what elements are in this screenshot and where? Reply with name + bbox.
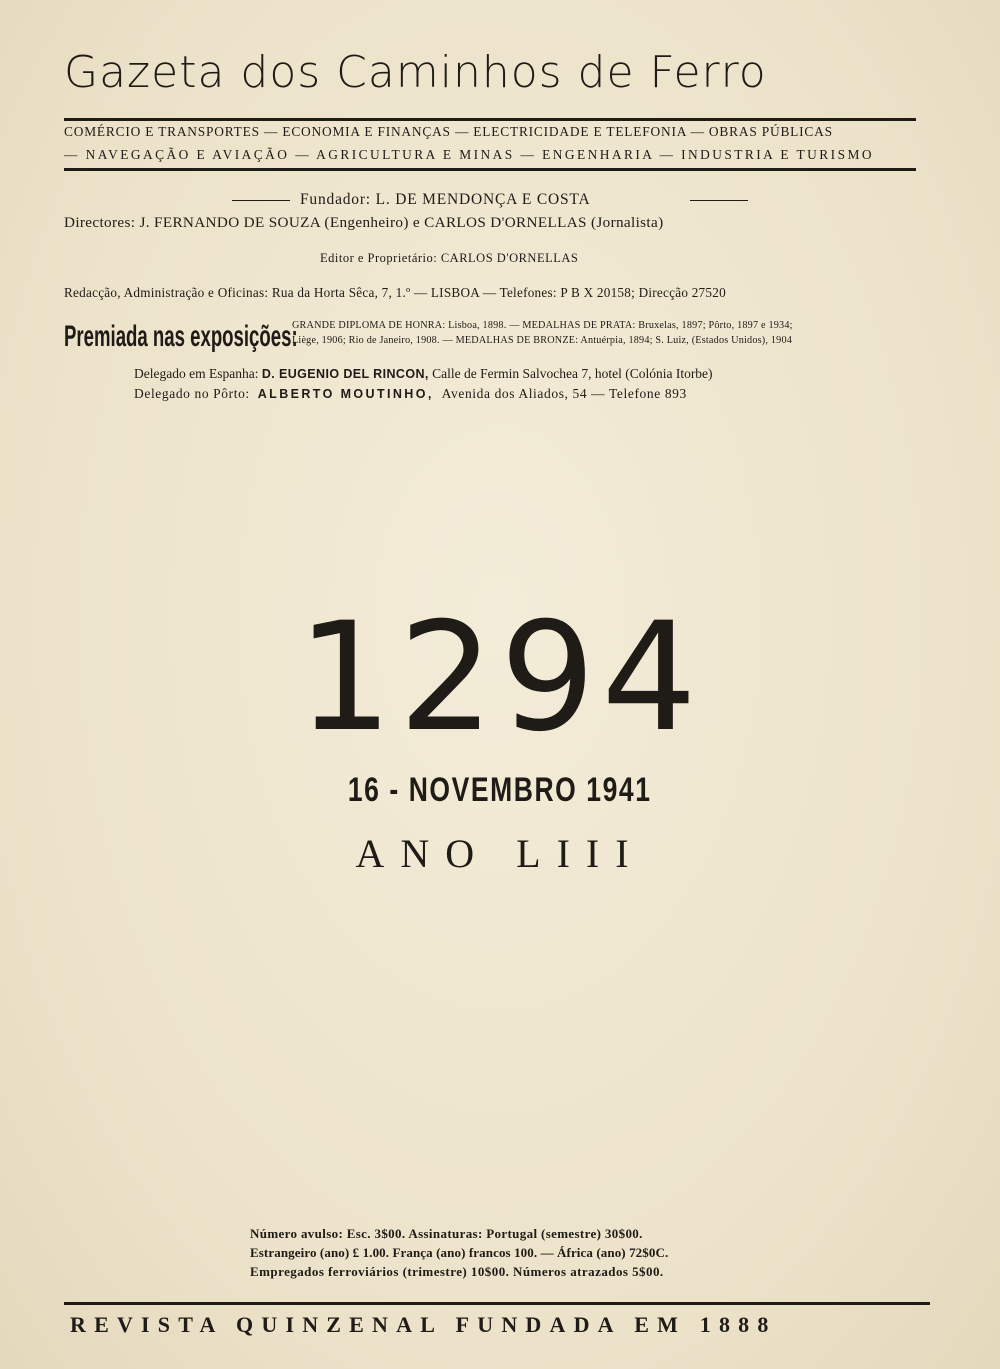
- delegate-spain: [134, 366, 713, 382]
- directors-line: Directores: J. FERNANDO DE SOUZA (Engenheiro) e CARLOS D'ORNELLAS (Jornalista): [64, 214, 664, 231]
- awards-line-1: GRANDE DIPLOMA DE HONRA: Lisboa, 1898. — MEDALHAS DE PRATA: Bruxelas, 1897; Pôrto, 1897 e 1934;: [292, 320, 793, 331]
- founder-line: Fundador: L. DE MENDONÇA E COSTA: [300, 191, 591, 208]
- awards-heading: Premiada nas exposições:: [64, 320, 298, 353]
- delegate-spain-name: D. EUGENIO DEL RINCON,: [261, 367, 429, 381]
- issue-date-wrap: [0, 770, 1000, 810]
- awards-line-2: Liège, 1906; Rio de Janeiro, 1908. — MEDALHAS DE BRONZE: Antuérpia, 1894; S. Luiz, (Estados Unidos), 1904: [292, 335, 793, 346]
- founder-rule-left: [232, 200, 290, 201]
- price-line-3: Empregados ferroviários (trimestre) 10$00. Números atrazados 5$00.: [250, 1264, 664, 1279]
- masthead-title: Gazeta dos Caminhos de Ferro: [64, 47, 767, 98]
- delegate-porto-label: Delegado no Pôrto:: [134, 386, 250, 401]
- editor-line: Editor e Proprietário: CARLOS D'ORNELLAS: [320, 251, 579, 265]
- price-line-1: Número avulso: Esc. 3$00. Assinaturas: Portugal (semestre) 30$00.: [250, 1226, 643, 1241]
- masthead-rule-bottom: [64, 168, 916, 171]
- delegate-porto: [134, 386, 687, 402]
- masthead-rule-top: [64, 118, 916, 121]
- issue-year: ANO LIII: [355, 831, 645, 876]
- footer-text: REVISTA QUINZENAL FUNDADA EM 1888: [70, 1312, 777, 1337]
- footer-rule: [64, 1302, 930, 1305]
- delegate-porto-name: ALBERTO MOUTINHO,: [257, 387, 434, 401]
- delegate-spain-label: Delegado em Espanha:: [134, 366, 259, 381]
- issue-date: 16 - NOVEMBRO 1941: [348, 771, 652, 809]
- price-line-2: Estrangeiro (ano) £ 1.00. França (ano) francos 100. — África (ano) 72$0C.: [250, 1245, 669, 1260]
- founder-rule-right: [690, 200, 748, 201]
- delegate-spain-address: Calle de Fermin Salvochea 7, hotel (Colónia Itorbe): [432, 366, 713, 381]
- delegate-porto-address: Avenida dos Aliados, 54 — Telefone 893: [441, 386, 687, 401]
- subjects-line-2: — NAVEGAÇÃO E AVIAÇÃO — AGRICULTURA E MINAS — ENGENHARIA — INDUSTRIA E TURISMO: [64, 147, 874, 162]
- issue-number: 1294: [297, 591, 703, 765]
- address-line: Redacção, Administração e Oficinas: Rua da Horta Sêca, 7, 1.º — LISBOA — Telefones: P B X 20158; Direcção 27520: [64, 285, 726, 300]
- subjects-line-1: COMÉRCIO E TRANSPORTES — ECONOMIA E FINANÇAS — ELECTRICIDADE E TELEFONIA — OBRAS PÚBLICAS: [64, 124, 833, 139]
